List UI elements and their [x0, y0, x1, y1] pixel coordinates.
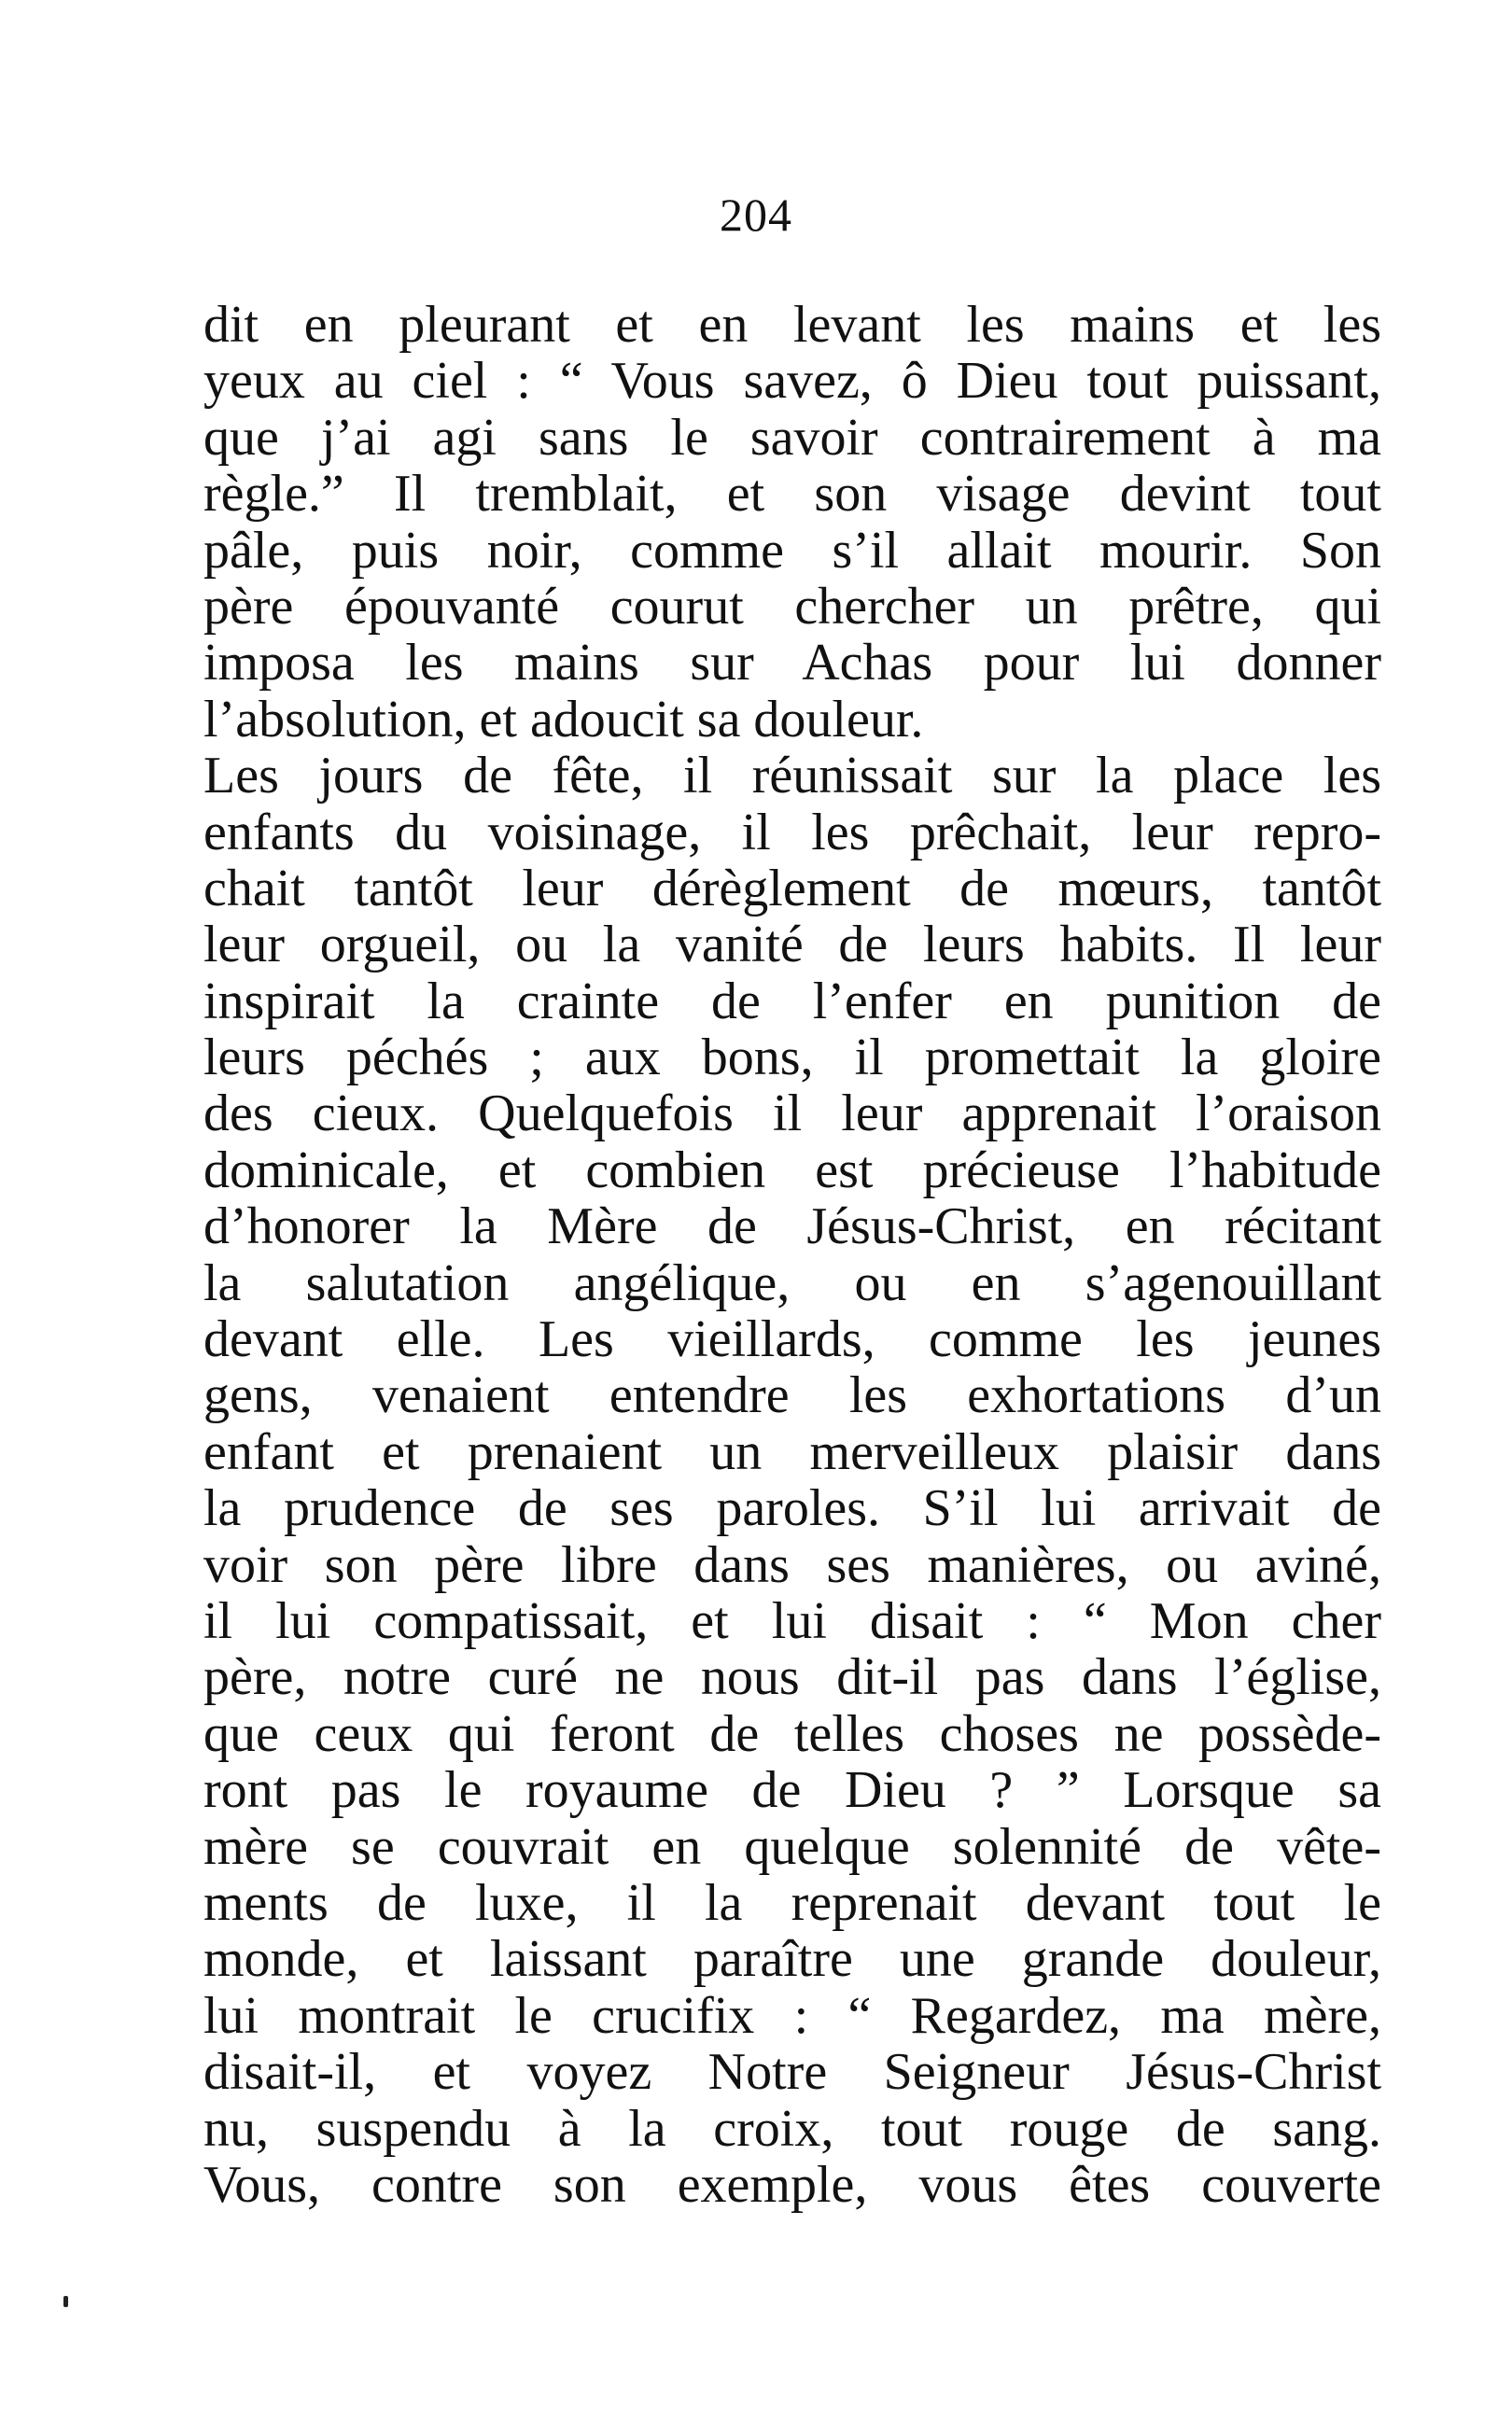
text-line: chait tantôt leur dérèglement de mœurs, tantôt	[203, 859, 1381, 917]
ink-speck	[63, 2296, 68, 2307]
text-line: disait-il, et voyez Notre Seigneur Jésus-Christ	[203, 2043, 1381, 2102]
body-text	[203, 297, 1381, 2213]
text-line: yeux au ciel : “ Vous savez, ô Dieu tout puissant,	[203, 352, 1381, 411]
text-line: règle.” Il tremblait, et son visage devint tout	[203, 465, 1381, 524]
text-line: voir son père libre dans ses manières, ou aviné,	[203, 1535, 1381, 1594]
text-line: enfant et prenaient un merveilleux plaisir dans	[203, 1422, 1381, 1481]
text-line: gens, venaient entendre les exhortations d’un	[203, 1366, 1381, 1425]
text-line: il lui compatissait, et lui disait : “ Mon cher	[203, 1591, 1381, 1650]
text-line: père épouvanté courut chercher un prêtre, qui	[203, 577, 1381, 636]
text-line: la prudence de ses paroles. S’il lui arrivait de	[203, 1479, 1381, 1538]
text-line: monde, et laissant paraître une grande douleur,	[203, 1930, 1381, 1989]
text-line: mère se couvrait en quelque solennité de vête-	[203, 1817, 1381, 1876]
text-line: père, notre curé ne nous dit-il pas dans l’église,	[203, 1648, 1381, 1707]
text-line: d’honorer la Mère de Jésus-Christ, en récitant	[203, 1197, 1381, 1256]
text-line: nu, suspendu à la croix, tout rouge de sang.	[203, 2099, 1381, 2158]
text-line: la salutation angélique, ou en s’agenouillant	[203, 1253, 1381, 1312]
text-line: ments de luxe, il la reprenait devant tout le	[203, 1873, 1381, 1932]
text-line: Vous, contre son exemple, vous êtes couverte	[203, 2155, 1381, 2214]
text-line: ront pas le royaume de Dieu ? ” Lorsque sa	[203, 1761, 1381, 1820]
text-line: Les jours de fête, il réunissait sur la place les	[203, 747, 1381, 805]
text-line: lui montrait le crucifix : “ Regardez, ma mère,	[203, 1986, 1381, 2045]
text-line: imposa les mains sur Achas pour lui donner	[203, 634, 1381, 693]
text-line: devant elle. Les vieillards, comme les jeunes	[203, 1310, 1381, 1369]
text-line: enfants du voisinage, il les prêchait, leur repro-	[203, 803, 1381, 861]
text-line: leurs péchés ; aux bons, il promettait la gloire	[203, 1029, 1381, 1087]
text-line: des cieux. Quelquefois il leur apprenait l’oraison	[203, 1085, 1381, 1143]
text-line: que j’ai agi sans le savoir contrairement à ma	[203, 408, 1381, 467]
text-line: pâle, puis noir, comme s’il allait mourir. Son	[203, 521, 1381, 580]
text-line: dit en pleurant et en levant les mains et les	[203, 296, 1381, 354]
page-number: 204	[720, 189, 792, 241]
text-line: inspirait la crainte de l’enfer en punition de	[203, 972, 1381, 1030]
text-line: que ceux qui feront de telles choses ne possède-	[203, 1704, 1381, 1763]
text-line: l’absolution, et adoucit sa douleur.	[203, 690, 924, 749]
text-line: leur orgueil, ou la vanité de leurs habits. Il leur	[203, 916, 1381, 974]
text-line: dominicale, et combien est précieuse l’habitude	[203, 1141, 1381, 1199]
